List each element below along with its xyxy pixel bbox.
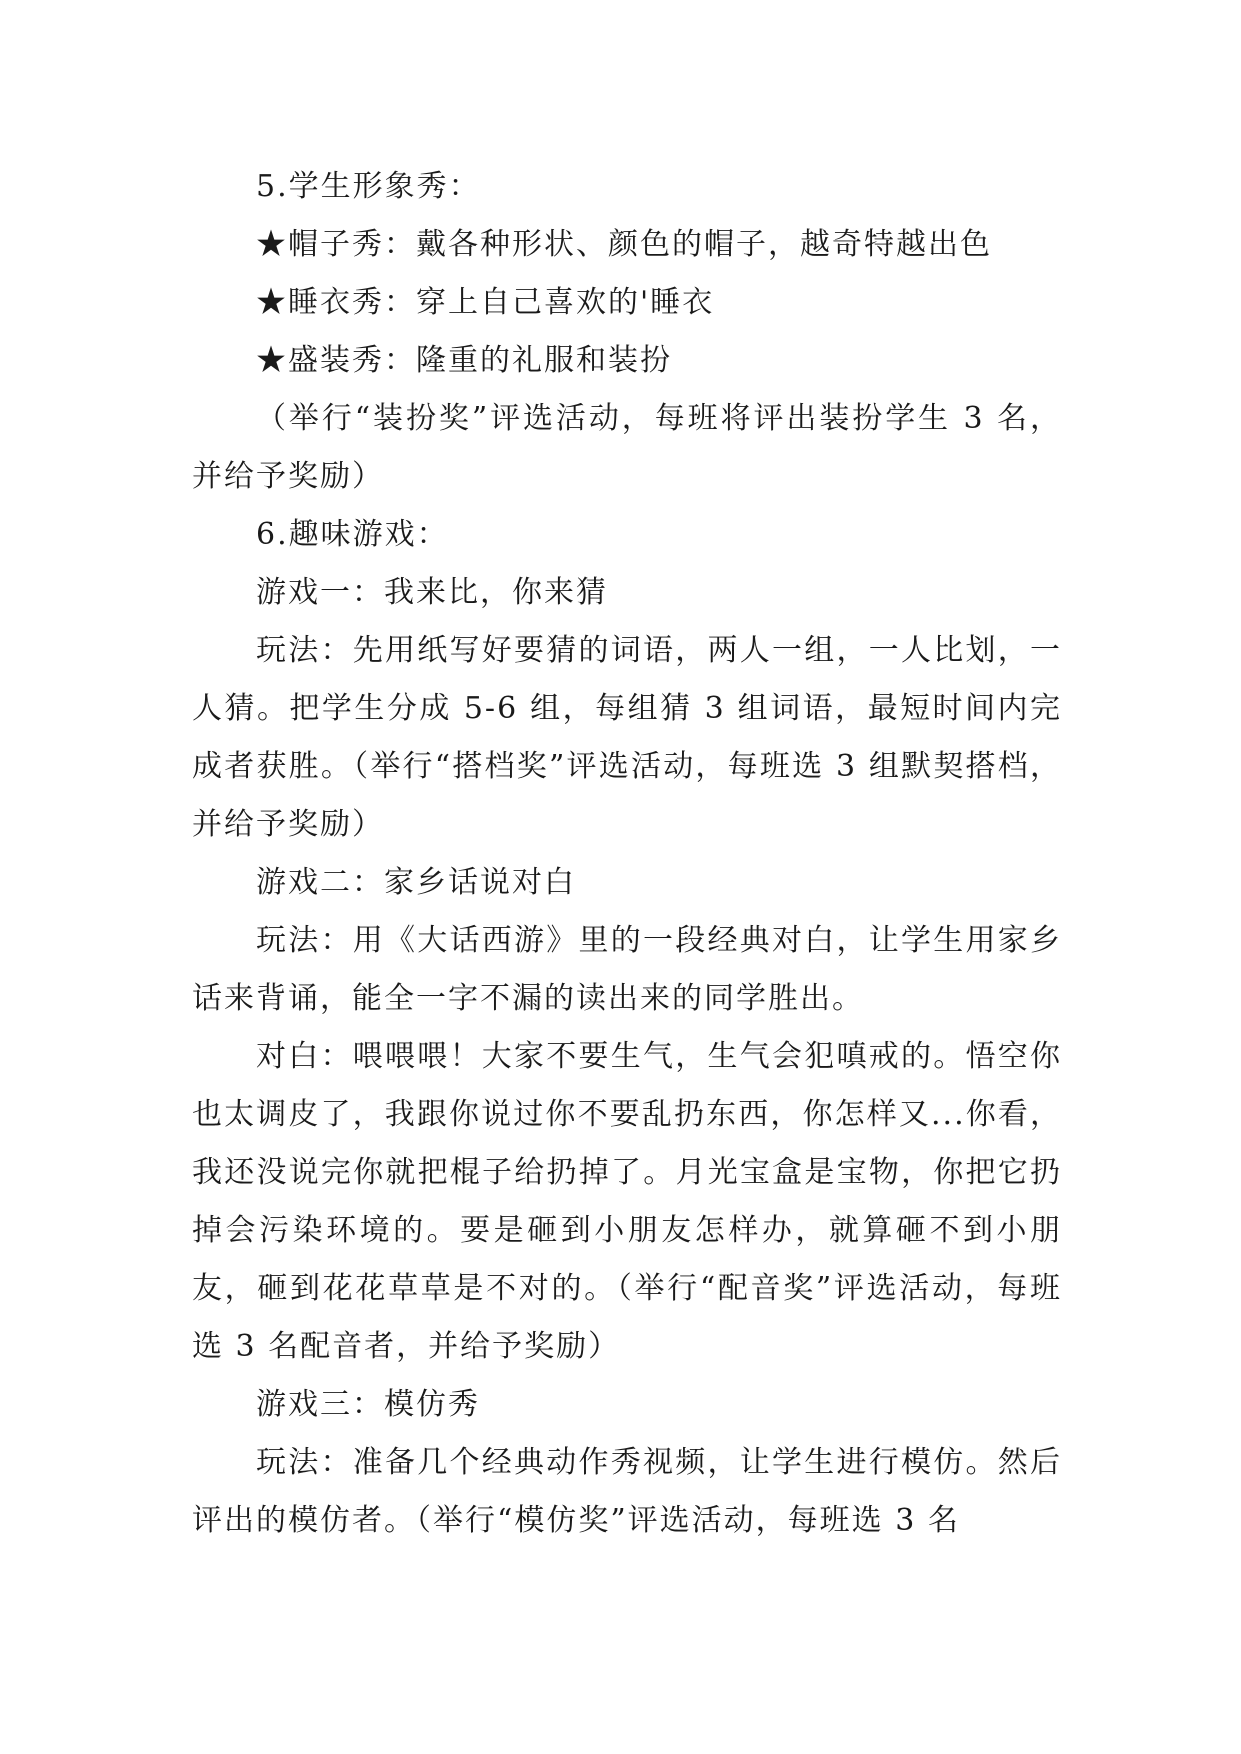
game-one-rules: 玩法：先用纸写好要猜的词语，两人一组，一人比划，一人猜。把学生分成 5-6 组，每组猜 3 组词语，最短时间内完成者获胜。（举行“搭档奖”评选活动，每班选 3 组默契搭档，并给予奖励） [192,633,1062,842]
game-two-rules: 玩法：用《大话西游》里的一段经典对白，让学生用家乡话来背诵，能全一字不漏的读出来的同学胜出。 [192,923,1062,1016]
game-two-title: 游戏二：家乡话说对白 [256,865,576,900]
item-costume-show: ★盛装秀：隆重的礼服和装扮 [256,343,672,378]
game-one-title: 游戏一：我来比，你来猜 [256,575,608,610]
game-three-title: 游戏三：模仿秀 [256,1387,480,1422]
document-body [192,158,1062,1550]
item-hat-show: ★帽子秀：戴各种形状、颜色的帽子，越奇特越出色 [256,227,992,262]
heading-fun-games: 6.趣味游戏： [256,517,449,552]
heading-student-image-show: 5.学生形象秀： [256,169,481,204]
game-three-rules: 玩法：准备几个经典动作秀视频，让学生进行模仿。然后评出的模仿者。（举行“模仿奖”评选活动，每班选 3 名 [192,1445,1062,1538]
note-dress-up-award: （举行“装扮奖”评选活动，每班将评出装扮学生 3 名，并给予奖励） [192,401,1062,494]
game-two-dialogue: 对白：喂喂喂！大家不要生气，生气会犯嗔戒的。悟空你也太调皮了，我跟你说过你不要乱扔东西，你怎样又...你看，我还没说完你就把棍子给扔掉了。月光宝盒是宝物，你把它扔掉会污染环境的。要是砸到小朋友怎样办，就算砸不到小朋友，砸到花花草草是不对的。（举行“配音奖”评选活动，每班选 3 名配音者，并给予奖励） [192,1039,1062,1364]
item-pajama-show: ★睡衣秀：穿上自己喜欢的'睡衣 [256,285,715,320]
